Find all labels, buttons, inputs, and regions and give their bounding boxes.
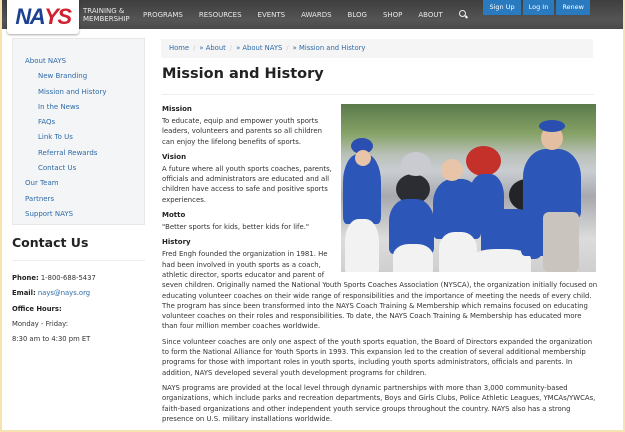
sidebar-item-referral-rewards[interactable]: Referral Rewards <box>38 148 98 157</box>
nav-training-membership[interactable]: TRAINING & MEMBERSHIP <box>83 6 130 23</box>
sidebar-item-new-branding[interactable]: New Branding <box>38 72 88 81</box>
title-divider <box>162 94 594 95</box>
email-label: Email: <box>12 289 36 298</box>
nav-blog[interactable]: BLOG <box>347 10 367 19</box>
renew-button[interactable]: Renew <box>556 0 590 15</box>
breadcrumb <box>161 39 593 58</box>
nav-programs[interactable]: PROGRAMS <box>143 10 183 19</box>
sidebar-item-faqs[interactable]: FAQs <box>38 118 56 127</box>
sidebar-item-support-nays[interactable]: Support NAYS <box>25 209 74 218</box>
vision-text: A future where all youth sports coaches, parents, officials and administrators are educated and all children have access to safe and positive sports experiences. <box>162 164 332 204</box>
sidebar-item-link-to-us[interactable]: Link To Us <box>38 133 73 142</box>
motto-text: "Better sports for kids, better kids for life." <box>162 223 310 232</box>
nav-awards[interactable]: AWARDS <box>301 10 332 19</box>
top-navigation-bar <box>0 0 625 29</box>
office-hours-label: Office Hours: <box>12 304 62 313</box>
sidebar-item-contact-us[interactable]: Contact Us <box>38 164 77 173</box>
sidebar-item-in-the-news[interactable]: In the News <box>38 102 80 111</box>
log-in-button[interactable]: Log In <box>523 0 555 15</box>
office-hours: 8:30 am to 4:30 pm ET <box>12 335 91 344</box>
phone-label: Phone: <box>12 274 39 282</box>
contact-divider <box>12 260 145 261</box>
sidebar-item-about-nays[interactable]: About NAYS <box>25 57 67 65</box>
mission-heading: Mission <box>162 105 192 113</box>
breadcrumb-about-nays[interactable]: » About NAYS <box>236 44 283 52</box>
sidebar-item-partners[interactable]: Partners <box>25 194 55 203</box>
breadcrumb-separator: / <box>193 44 196 52</box>
breadcrumb-home[interactable]: Home <box>169 44 190 52</box>
nav-resources[interactable]: RESOURCES <box>198 10 242 19</box>
history-paragraph-2: Since volunteer coaches are only one aspect of the youth sports equation, the Board of Directors expanded the organization to form the National Alliance for Youth Sports in 1993. This expansion led to the creation of several additional membership programs for those with important roles in youth sports, including youth sports administrators, officials and parents. In addition, NAYS developed several youth development programs for children. <box>162 337 593 377</box>
sign-up-button[interactable]: Sign Up <box>483 0 520 15</box>
breadcrumb-mission-history[interactable]: » Mission and History <box>292 44 366 52</box>
nav-about[interactable]: ABOUT <box>418 10 443 19</box>
history-heading: History <box>162 238 191 247</box>
sidebar-item-mission-history[interactable]: Mission and History <box>38 87 107 96</box>
main-nav <box>83 0 468 29</box>
logo-text-right: YS <box>44 4 71 29</box>
contact-info <box>12 273 96 349</box>
nav-shop[interactable]: SHOP <box>382 10 403 19</box>
motto-heading: Motto <box>162 211 186 220</box>
page-title: Mission and History <box>162 66 324 82</box>
vision-heading: Vision <box>162 152 187 161</box>
logo-text-left: NA <box>15 4 45 29</box>
contact-heading: Contact Us <box>12 235 89 250</box>
sidebar-item-our-team[interactable]: Our Team <box>25 179 59 188</box>
breadcrumb-separator: / <box>286 44 289 52</box>
nav-events[interactable]: EVENTS <box>257 10 286 19</box>
main-content <box>162 104 598 429</box>
office-days: Monday - Friday: <box>12 319 69 328</box>
email-link[interactable]: nays@nays.org <box>37 289 91 298</box>
breadcrumb-separator: / <box>229 44 233 52</box>
mission-text: To educate, equip and empower youth sports leaders, volunteers and parents so all children can enjoy the lifelong benefits of sports. <box>162 117 322 146</box>
nays-logo[interactable] <box>7 0 79 34</box>
sidebar-menu <box>12 38 145 225</box>
history-paragraph-1: Fred Engh founded the organization in 1981. He had been involved in youth sports as a coach, athletic director, sports educator and parent of seven children. Originally named the National Youth Sports Coaches Association (NYSCA), the organization initially focused on educating volunteer coaches on their wide range of responsibilities and the importance of meeting the needs of every child. The program has since been transformed into the NAYS Coach Training & Membership which remains focused on educating volunteer coaches on their roles and responsibilities. To date, the NAYS Coach Training & Membership has educated more than four million member coaches worldwide. <box>162 250 598 331</box>
search-icon[interactable] <box>459 10 468 19</box>
team-photo <box>341 104 596 272</box>
account-buttons <box>483 0 590 15</box>
breadcrumb-about[interactable]: » About <box>199 44 226 52</box>
history-paragraph-3: NAYS programs are provided at the local level through dynamic partnerships with more than 3,000 community-based organizations, which include parks and recreation departments, Boys and Girls Clubs, Police Athletic Leagues, YMCAs/YWCAs, faith-based organizations and other independent youth service groups throughout the country. NAYS also has a strong presence on U.S. military installations worldwide. <box>162 383 596 423</box>
phone-number: 1-800-688-5437 <box>40 274 96 282</box>
